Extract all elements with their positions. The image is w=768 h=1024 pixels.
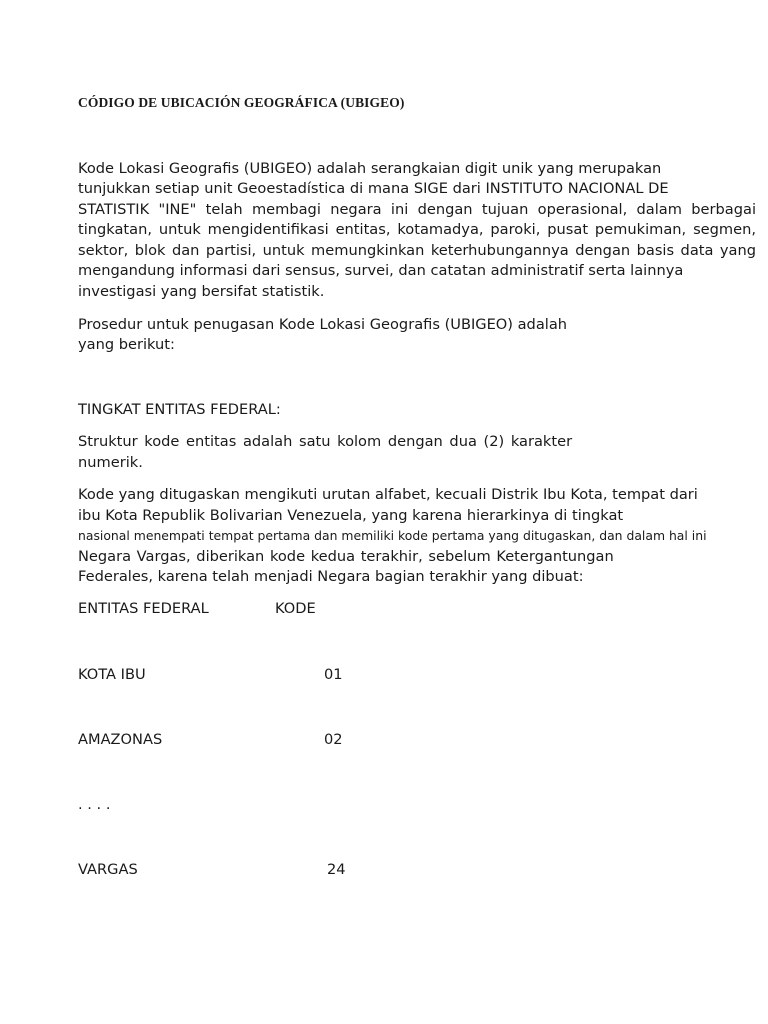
paragraph-line: Negara Vargas, diberikan kode kedua terakhir, sebelum Ketergantungan [78, 548, 614, 565]
paragraph-line: Federales, karena telah menjadi Negara bagian terakhir yang dibuat: [78, 568, 584, 585]
paragraph-line: numerik. [78, 454, 143, 471]
paragraph-line: Prosedur untuk penugasan Kode Lokasi Geografis (UBIGEO) adalah [78, 316, 568, 333]
table-row-code: 01 [324, 666, 343, 683]
paragraph-line: ibu Kota Republik Bolivarian Venezuela, yang karena hierarkinya di tingkat [78, 507, 624, 524]
table-header-code: KODE [275, 600, 316, 617]
paragraph-line: Kode Lokasi Geografis (UBIGEO) adalah serangkaian digit unik yang merupakan [78, 160, 662, 177]
paragraph-line: investigasi yang bersifat statistik. [78, 283, 325, 300]
table-header-entity: ENTITAS FEDERAL [78, 600, 209, 617]
paragraph-line: STATISTIK "INE" telah membagi negara ini dengan tujuan operasional, dalam berbagai [78, 201, 756, 218]
table-row-ellipsis: . . . . [78, 796, 111, 813]
paragraph-line: tingkatan, untuk mengidentifikasi entitas, kotamadya, paroki, pusat pemukiman, segmen, [78, 221, 756, 238]
paragraph-line: tunjukkan setiap unit Geoestadística di mana SIGE dari INSTITUTO NACIONAL DE [78, 180, 669, 197]
document-title: CÓDIGO DE UBICACIÓN GEOGRÁFICA (UBIGEO) [78, 95, 405, 110]
table-row-entity: AMAZONAS [78, 731, 163, 748]
table-row-code: 02 [324, 731, 343, 748]
table-row-entity: KOTA IBU [78, 666, 146, 683]
section-heading: TINGKAT ENTITAS FEDERAL: [78, 401, 281, 418]
table-row-code: 24 [327, 861, 346, 878]
paragraph-line: nasional menempati tempat pertama dan memiliki kode pertama yang ditugaskan, dan dalam hal ini [78, 528, 707, 543]
paragraph-line: Struktur kode entitas adalah satu kolom dengan dua (2) karakter [78, 433, 573, 450]
paragraph-line: mengandung informasi dari sensus, survei, dan catatan administratif serta lainnya [78, 262, 684, 279]
paragraph-line: yang berikut: [78, 336, 175, 353]
paragraph-line: sektor, blok dan partisi, untuk memungkinkan keterhubungannya dengan basis data yang [78, 242, 756, 259]
paragraph-line: Kode yang ditugaskan mengikuti urutan alfabet, kecuali Distrik Ibu Kota, tempat dari [78, 486, 698, 503]
table-row-entity: VARGAS [78, 861, 138, 878]
